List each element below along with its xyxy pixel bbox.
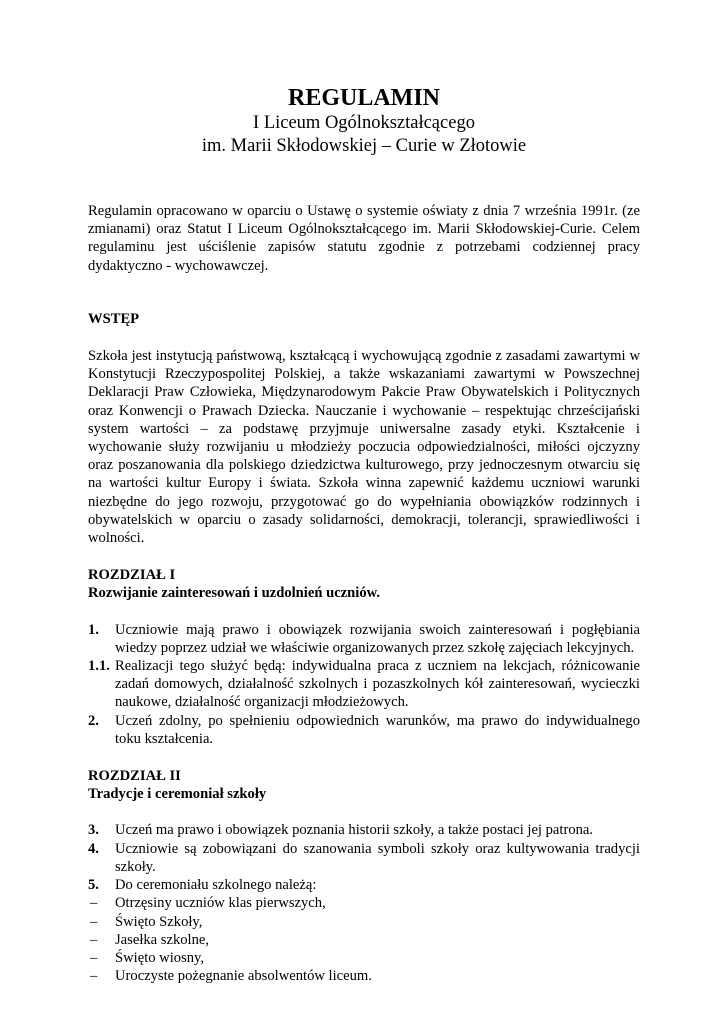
ceremony-text: Święto wiosny,: [115, 949, 205, 966]
chapter-2-list: [88, 821, 640, 985]
item-text: Uczeń zdolny, po spełnieniu odpowiednich warunków, ma prawo do indywidualnego toku kształcenia.: [115, 712, 640, 747]
ceremony-item: [88, 931, 640, 949]
item-number: 4.: [88, 840, 99, 857]
list-item: [88, 657, 640, 712]
chapter-2-label: ROZDZIAŁ II: [88, 768, 181, 785]
intro-paragraph: Regulamin opracowano w oparciu o Ustawę o systemie oświaty z dnia 7 września 1991r. (ze zmianami) oraz Statut I Liceum Ogólnokształcącego im. Marii Skłodowskiej-Curie. Celem regulaminu jest uściślenie zapisów statutu zgodnie z potrzebami codziennej pracy dydaktyczno - wychowawczej.: [88, 203, 640, 274]
ceremony-text: Jasełka szkolne,: [115, 931, 210, 948]
item-text: Uczniowie są zobowiązani do szanowania symboli szkoły oraz kultywowania tradycji szkoły.: [115, 840, 640, 875]
dash-bullet: –: [90, 968, 98, 985]
item-number: 5.: [88, 877, 99, 894]
chapter-1-list: [88, 621, 640, 748]
dash-bullet: –: [90, 931, 98, 948]
school-name: I Liceum Ogólnokształcącego: [253, 113, 475, 133]
dash-bullet: –: [90, 913, 98, 930]
school-patron: im. Marii Skłodowskiej – Curie w Złotowie: [201, 136, 527, 156]
ceremony-item: [88, 949, 640, 967]
ceremony-text: Uroczyste pożegnanie absolwentów liceum.: [115, 968, 372, 985]
ceremony-item: [88, 913, 640, 931]
list-item: [88, 821, 640, 839]
item-text: Uczniowie mają prawo i obowiązek rozwijania swoich zainteresowań i pogłębiania wiedzy poprzez udział we właściwie organizowanych przez szkołę zajęciach lekcyjnych.: [115, 621, 640, 656]
wstep-paragraph: Szkoła jest instytucją państwową, kształcącą i wychowującą zgodnie z zasadami zawartymi w Konstytucji Rzeczypospolitej Polskiej, a także wskazaniami zawartymi w Powszechnej Deklaracji Praw Człowieka, Międzynarodowym Pakcie Praw Obywatelskich i Politycznych oraz Konwencji o Prawach Dziecka. Nauczanie i wychowanie – respektując chrześcijański system wartości – za podstawę przyjmuje uniwersalne zasady etyki. Kształcenie i wychowanie służy rozwijaniu u młodzieży poczucia odpowiedzialności, miłości ojczyzny oraz poszanowania dla polskiego dziedzictwa kulturowego, przy jednoczesnym otwarciu się na wartości kultur Europy i świata. Szkoła winna zapewnić każdemu uczniowi warunki niezbędne do jego rozwoju, przygotować go do wypełniania obowiązków rodzinnych i obywatelskich w oparciu o zasady solidarności, demokracji, tolerancji, sprawiedliwości i wolności.: [88, 348, 640, 547]
wstep-heading: WSTĘP: [88, 310, 140, 327]
item-text: Do ceremoniału szkolnego należą:: [115, 877, 317, 894]
item-number: 2.: [88, 712, 99, 729]
item-text: Uczeń ma prawo i obowiązek poznania historii szkoły, a także postaci jej patrona.: [115, 822, 594, 839]
document-page: [88, 84, 640, 985]
list-item: [88, 712, 640, 748]
item-number: 1.1.: [88, 658, 110, 675]
ceremony-text: Otrzęsiny uczniów klas pierwszych,: [115, 895, 326, 912]
item-number: 1.: [88, 621, 99, 638]
document-title: REGULAMIN: [287, 85, 440, 111]
dash-bullet: –: [90, 895, 98, 912]
list-item: [88, 840, 640, 876]
item-number: 3.: [88, 822, 99, 839]
ceremony-item: [88, 894, 640, 912]
item-text: Realizacji tego służyć będą: indywidualna praca z uczniem na lekcjach, różnicowanie zadań domowych, działalność szkolnych i pozaszkolnych kół zainteresowań, wycieczki naukowe, działalność organizacji młodzieżowych.: [115, 658, 640, 711]
chapter-1-title: Rozwijanie zainteresowań i uzdolnień uczniów.: [88, 585, 381, 602]
chapter-1-label: ROZDZIAŁ I: [88, 567, 176, 584]
dash-bullet: –: [90, 949, 98, 966]
ceremony-item: [88, 967, 640, 985]
chapter-2-title: Tradycje i ceremoniał szkoły: [88, 786, 267, 803]
list-item: [88, 876, 640, 894]
ceremony-text: Święto Szkoły,: [115, 913, 203, 930]
list-item: [88, 621, 640, 657]
